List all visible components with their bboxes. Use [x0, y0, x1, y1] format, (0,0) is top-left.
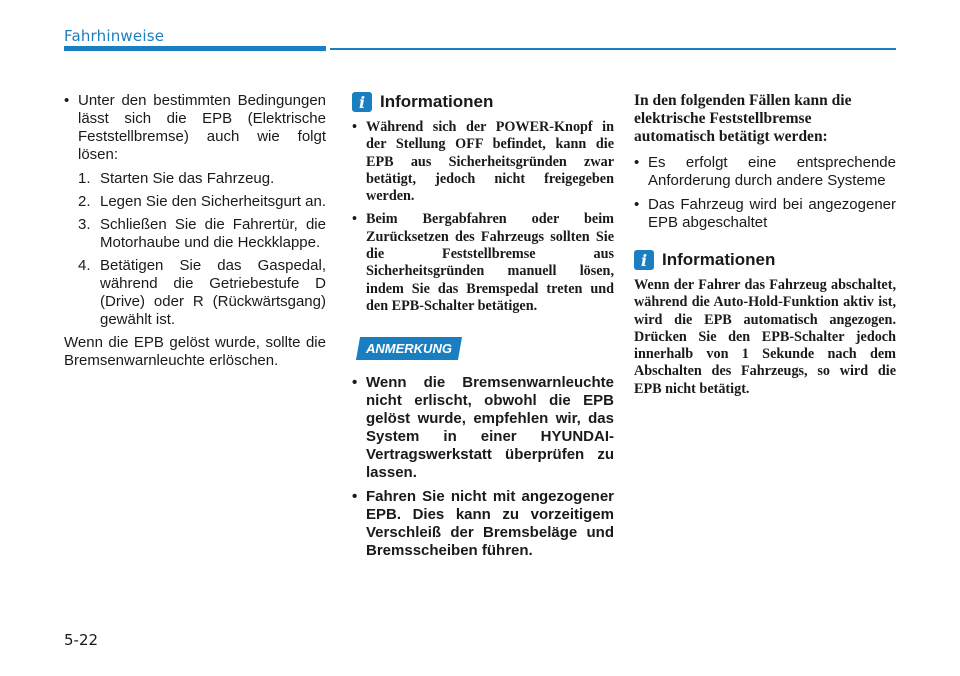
note-badge-wrap	[352, 337, 614, 360]
list-item	[352, 119, 614, 205]
list-item	[64, 92, 326, 164]
bullet-dot: •	[634, 154, 640, 171]
bullet-text: Unter den bestimmten Bedingungen lässt sich die EPB (Elektrische Feststellbremse) auch wie folgt lösen:	[78, 92, 326, 163]
step-item	[64, 193, 326, 211]
bullet-dot: •	[352, 211, 357, 228]
column-2	[352, 92, 614, 566]
list-item-text: Das Fahrzeug wird bei angezogener EPB abgeschaltet	[648, 196, 896, 231]
info-icon: i	[352, 92, 372, 112]
bullet-dot: •	[634, 196, 640, 213]
list-item	[352, 374, 614, 482]
info-item-text: Beim Bergabfahren oder beim Zurücksetzen des Fahrzeugs sollten Sie die Feststellbremse aus Sicherheitsgründen manuell lösen, indem Sie das Bremspedal treten und den EPB-Schalter betätigen.	[366, 211, 614, 314]
list-item	[352, 211, 614, 315]
step-text: Starten Sie das Fahrzeug.	[100, 170, 275, 187]
column-1	[64, 92, 326, 370]
step-number: 2.	[78, 193, 91, 210]
info-title: Informationen	[380, 92, 494, 111]
bullet-dot: •	[64, 92, 70, 109]
info-paragraph: Wenn der Fahrer das Fahrzeug abschaltet, während die Auto-Hold-Funktion aktiv ist, wird die EPB automatisch angezogen. Drücken Sie den EPB-Schalter jedoch innerhalb von 1 Sekunde nach dem Abschalten des Fahrzeugs, so wird die EPB nicht betätigt.	[634, 277, 896, 397]
step-item	[64, 257, 326, 329]
note-item-text: Fahren Sie nicht mit angezogener EPB. Dies kann zu vorzeitigem Verschleiß der Bremsbeläge und Bremsscheiben führen.	[366, 488, 614, 560]
list-item	[352, 488, 614, 560]
list-item-text: Es erfolgt eine entsprechende Anforderung durch andere Systeme	[648, 154, 896, 189]
bullet-dot: •	[352, 488, 358, 506]
step-item	[64, 170, 326, 188]
note-badge	[356, 337, 462, 360]
column-3	[634, 92, 896, 398]
step-number: 3.	[78, 216, 91, 233]
step-text: Legen Sie den Sicherheitsgurt an.	[100, 193, 326, 210]
info-header	[352, 92, 614, 112]
step-text: Schließen Sie die Fahrertür, die Motorhaube und die Heckklappe.	[100, 216, 326, 251]
step-text: Betätigen Sie das Gaspedal, während die Getriebestufe D (Drive) oder R (Rückwärtsgang) gewählt ist.	[100, 257, 326, 328]
info-item-text: Während sich der POWER-Knopf in der Stellung OFF befindet, kann die EPB aus Sicherheitsgründen zwar betätigt, jedoch nicht freigegeben werden.	[366, 119, 614, 205]
info-header	[634, 250, 896, 270]
header-rule-thick	[64, 46, 326, 51]
step-item	[64, 216, 326, 252]
info-title: Informationen	[662, 250, 776, 269]
page-number: 5-22	[64, 631, 99, 649]
list-item	[634, 154, 896, 190]
list-item	[634, 196, 896, 232]
bullet-dot: •	[352, 374, 358, 392]
note-label: ANMERKUNG	[366, 341, 452, 357]
header-rule-thin	[330, 48, 896, 50]
section-title: Fahrhinweise	[64, 27, 165, 45]
step-number: 1.	[78, 170, 91, 187]
info-icon: i	[634, 250, 654, 270]
note-item-text: Wenn die Bremsenwarnleuchte nicht erlischt, obwohl die EPB gelöst wurde, empfehlen wir, das System in einer HYUNDAI-Vertragswerkstatt überprüfen zu lassen.	[366, 374, 614, 482]
bullet-dot: •	[352, 119, 357, 135]
step-number: 4.	[78, 257, 91, 274]
subheading: In den folgenden Fällen kann die elektrische Feststellbremse automatisch betätigt werden:	[634, 92, 852, 145]
closing-paragraph: Wenn die EPB gelöst wurde, sollte die Bremsenwarnleuchte erlöschen.	[64, 334, 326, 369]
